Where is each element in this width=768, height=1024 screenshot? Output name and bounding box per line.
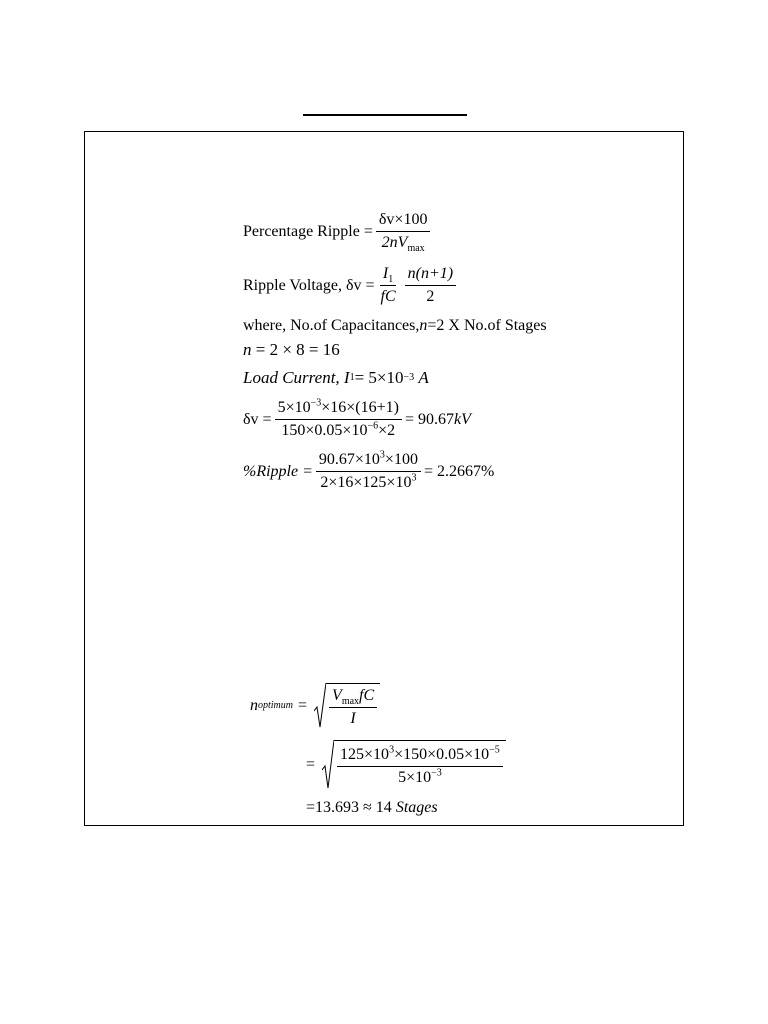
sqrt-sign: $\frac{V_{max}fC}{I}$ bbox=[314, 683, 380, 729]
ripple-voltage-equation bbox=[243, 266, 459, 305]
n-optimum-substitution: = $\frac{125\times 10^3\times 150\times 0.05\times 10^{-5}}{5\times 10^{-3}}$ bbox=[306, 740, 506, 790]
top-rule bbox=[303, 114, 467, 116]
n-calculation: n = 2 × 8 = 16 bbox=[243, 340, 340, 359]
percentage-ripple-fraction bbox=[376, 211, 431, 255]
percentage-ripple-lhs: Percentage Ripple = bbox=[243, 222, 373, 240]
n-optimum-formula: n optimum = $\frac{V_{max}fC}{I}$ bbox=[250, 683, 380, 729]
ripple-voltage-fraction-2: $\frac{n(n+1)}{2}$ bbox=[405, 266, 456, 305]
where-line: where, No.of Capacitances, n =2 X No.of Stages bbox=[243, 317, 547, 334]
dv-calc-fraction: $\frac{5\times 10^{-3}\times 16\times(16+1)}{150\times 0.05\times 10^{-6}\times 2}$ bbox=[275, 400, 402, 439]
ripple-voltage-lhs: Ripple Voltage, δv = bbox=[243, 276, 375, 294]
percent-ripple-calculation: %Ripple = $\frac{90.67\times 10^3\times 100}{2\times 16\times 125\times 10^3}$ = 2.2667% bbox=[243, 449, 495, 491]
n-optimum-result: =13.693 ≈ 14 Stages bbox=[306, 799, 438, 816]
pct-ripple-fraction: $\frac{90.67\times 10^3\times 100}{2\times 16\times 125\times 10^3}$ bbox=[316, 452, 421, 491]
percentage-ripple-numerator: δv×100 bbox=[376, 212, 431, 232]
ripple-voltage-calculation: δv = $\frac{5\times 10^{-3}\times 16\times(16+1)}{150\times 0.05\times 10^{-6}\times 2}$ = 90.67 kV bbox=[243, 397, 471, 439]
ripple-voltage-fraction-1: $\frac{I_1}{fC}$ bbox=[380, 265, 396, 305]
percentage-ripple-equation bbox=[243, 211, 433, 255]
percentage-ripple-denominator: $2nV_{max}$ bbox=[381, 234, 425, 255]
sqrt-sign: $\frac{125\times 10^3\times 150\times 0.05\times 10^{-5}}{5\times 10^{-3}}$ bbox=[322, 740, 506, 790]
load-current-equation: Load Current, I 1 = 5×10 −3 A bbox=[243, 368, 429, 387]
